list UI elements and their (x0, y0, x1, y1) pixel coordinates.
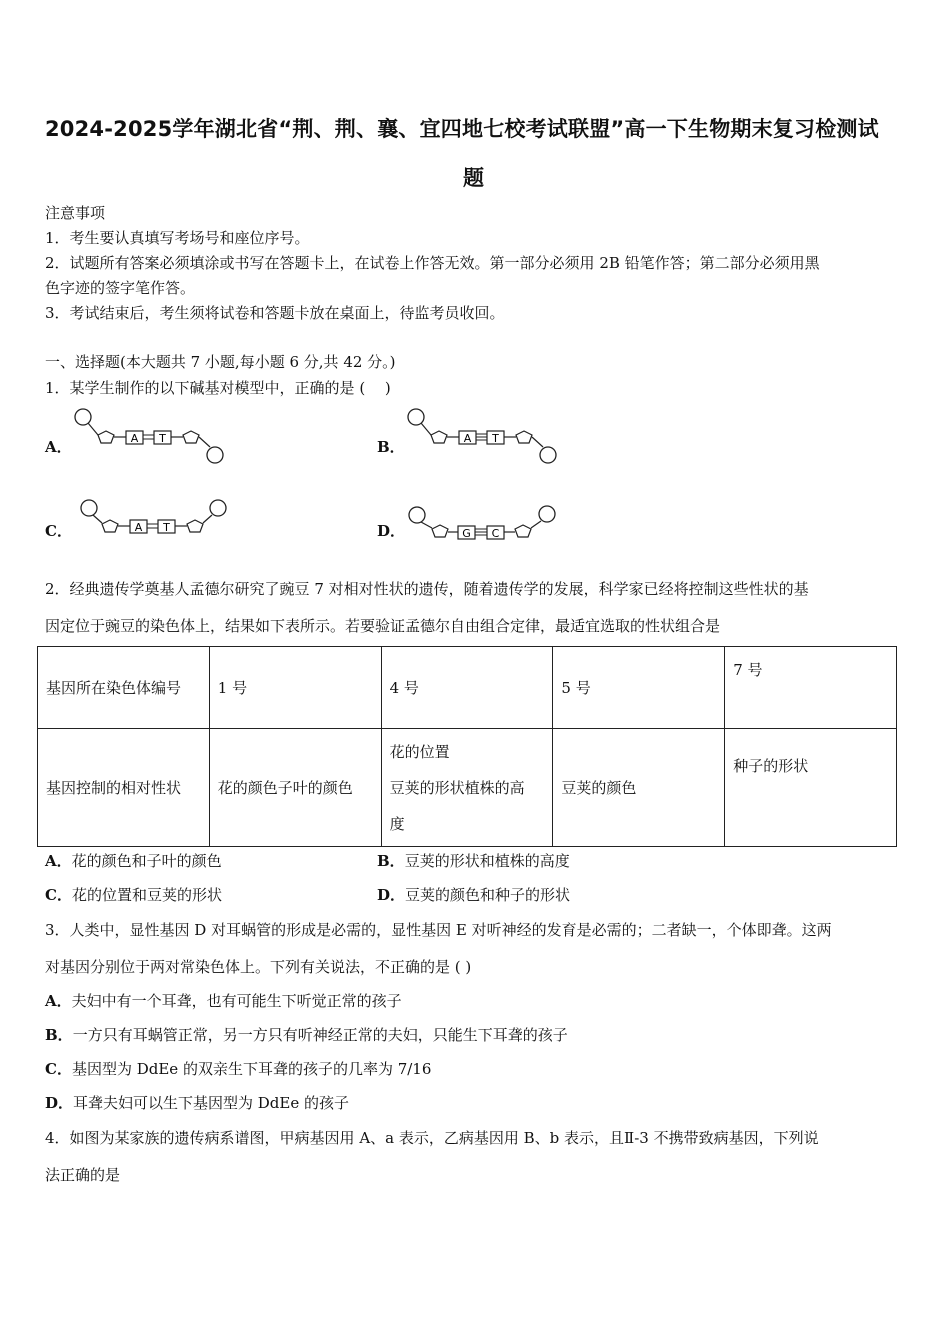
q2-option-b: B．豆荚的形状和植株的高度 (377, 852, 570, 870)
table-cell: 种子的形状 (725, 729, 897, 847)
q2-option-d: D．豆荚的颜色和种子的形状 (377, 886, 571, 904)
table-cell: 4 号 (381, 647, 553, 729)
cell-line: 花的位置 (389, 742, 450, 761)
table-cell: 1 号 (209, 647, 381, 729)
page-title-line1: 2024-2025学年湖北省“荆、荆、襄、宜四地七校考试联盟”高一下生物期末复习检测试 (45, 117, 879, 141)
q1-option-b-label: B． (377, 438, 405, 456)
q3-option-b: B．一方只有耳蜗管正常，另一方只有听神经正常的夫妇，只能生下耳聋的孩子 (45, 1026, 568, 1044)
table-row (38, 647, 897, 729)
q2-option-a: A．花的颜色和子叶的颜色 (45, 852, 222, 870)
q1-option-d-model (405, 495, 565, 550)
notice-item-2b: 色字迹的签字笔作答。 (45, 279, 196, 297)
q1-a-base-2: T (159, 432, 166, 445)
q4-stem-line2: 法正确的是 (45, 1166, 121, 1184)
q1-stem: 1．某学生制作的以下碱基对模型中，正确的是 ( ) (45, 379, 391, 397)
gene-table (37, 646, 897, 847)
notice-item-3: 3．考试结束后，考生须将试卷和答题卡放在桌面上，待监考员收回。 (45, 304, 505, 322)
q1-d-base-1: G (462, 527, 471, 540)
q3-stem-line2: 对基因分别位于两对常染色体上。下列有关说法，不正确的是 ( ) (45, 958, 472, 976)
table-row (38, 729, 897, 847)
q2-stem-line2: 因定位于豌豆的染色体上，结果如下表所示。若要验证孟德尔自由组合定律，最适宜选取的性状组合是 (45, 617, 721, 635)
notice-heading: 注意事项 (45, 204, 106, 222)
notice-item-2a: 2．试题所有答案必须填涂或书写在答题卡上，在试卷上作答无效。第一部分必须用 2B 铅笔作答；第二部分必须用黑 (45, 254, 820, 272)
table-cell: 7 号 (725, 647, 897, 729)
q1-option-a-model (70, 405, 230, 467)
table-cell: 豆荚的颜色 (553, 729, 725, 847)
q1-d-base-2: C (491, 527, 500, 540)
q2-stem-line1: 2．经典遗传学奠基人孟德尔研究了豌豆 7 对相对性状的遗传，随着遗传学的发展，科学家已经将控制这些性状的基 (45, 580, 809, 598)
q4-stem-line1: 4．如图为某家族的遗传病系谱图，甲病基因用 A、a 表示，乙病基因用 B、b 表示，且Ⅱ-3 不携带致病基因，下列说 (45, 1129, 819, 1147)
q3-option-c: C．基因型为 DdEe 的双亲生下耳聋的孩子的几率为 7/16 (45, 1060, 432, 1078)
section-heading: 一、选择题(本大题共 7 小题,每小题 6 分,共 42 分。) (45, 353, 396, 371)
q2-option-c: C．花的位置和豆荚的形状 (45, 886, 222, 904)
page-title-line2: 题 (463, 166, 485, 190)
q1-c-base-1: A (134, 521, 143, 534)
q1-option-c-label: C． (45, 522, 72, 540)
q1-b-base-2: T (492, 432, 499, 445)
table-cell: 5 号 (553, 647, 725, 729)
q3-option-a: A．夫妇中有一个耳聋，也有可能生下听觉正常的孩子 (45, 992, 402, 1010)
q1-a-base-1: A (130, 432, 139, 445)
q1-option-a-label: A． (45, 438, 72, 456)
notice-item-1: 1．考生要认真填写考场号和座位序号。 (45, 229, 310, 247)
q1-b-base-1: A (463, 432, 472, 445)
q1-option-b-model (403, 405, 563, 467)
table-cell (381, 729, 553, 847)
q3-stem-line1: 3．人类中，显性基因 D 对耳蜗管的形成是必需的，显性基因 E 对听神经的发育是必需的；二者缺一，个体即聋。这两 (45, 921, 832, 939)
table-cell: 花的颜色子叶的颜色 (209, 729, 381, 847)
q1-option-d-label: D． (377, 522, 406, 540)
cell-line: 豆荚的形状植株的高 (389, 778, 525, 797)
table-cell: 基因控制的相对性状 (38, 729, 210, 847)
table-cell: 基因所在染色体编号 (38, 647, 210, 729)
q1-c-base-2: T (163, 521, 170, 534)
cell-line: 度 (389, 814, 405, 833)
q3-option-d: D．耳聋夫妇可以生下基因型为 DdEe 的孩子 (45, 1094, 350, 1112)
q1-option-c-model (78, 495, 238, 545)
